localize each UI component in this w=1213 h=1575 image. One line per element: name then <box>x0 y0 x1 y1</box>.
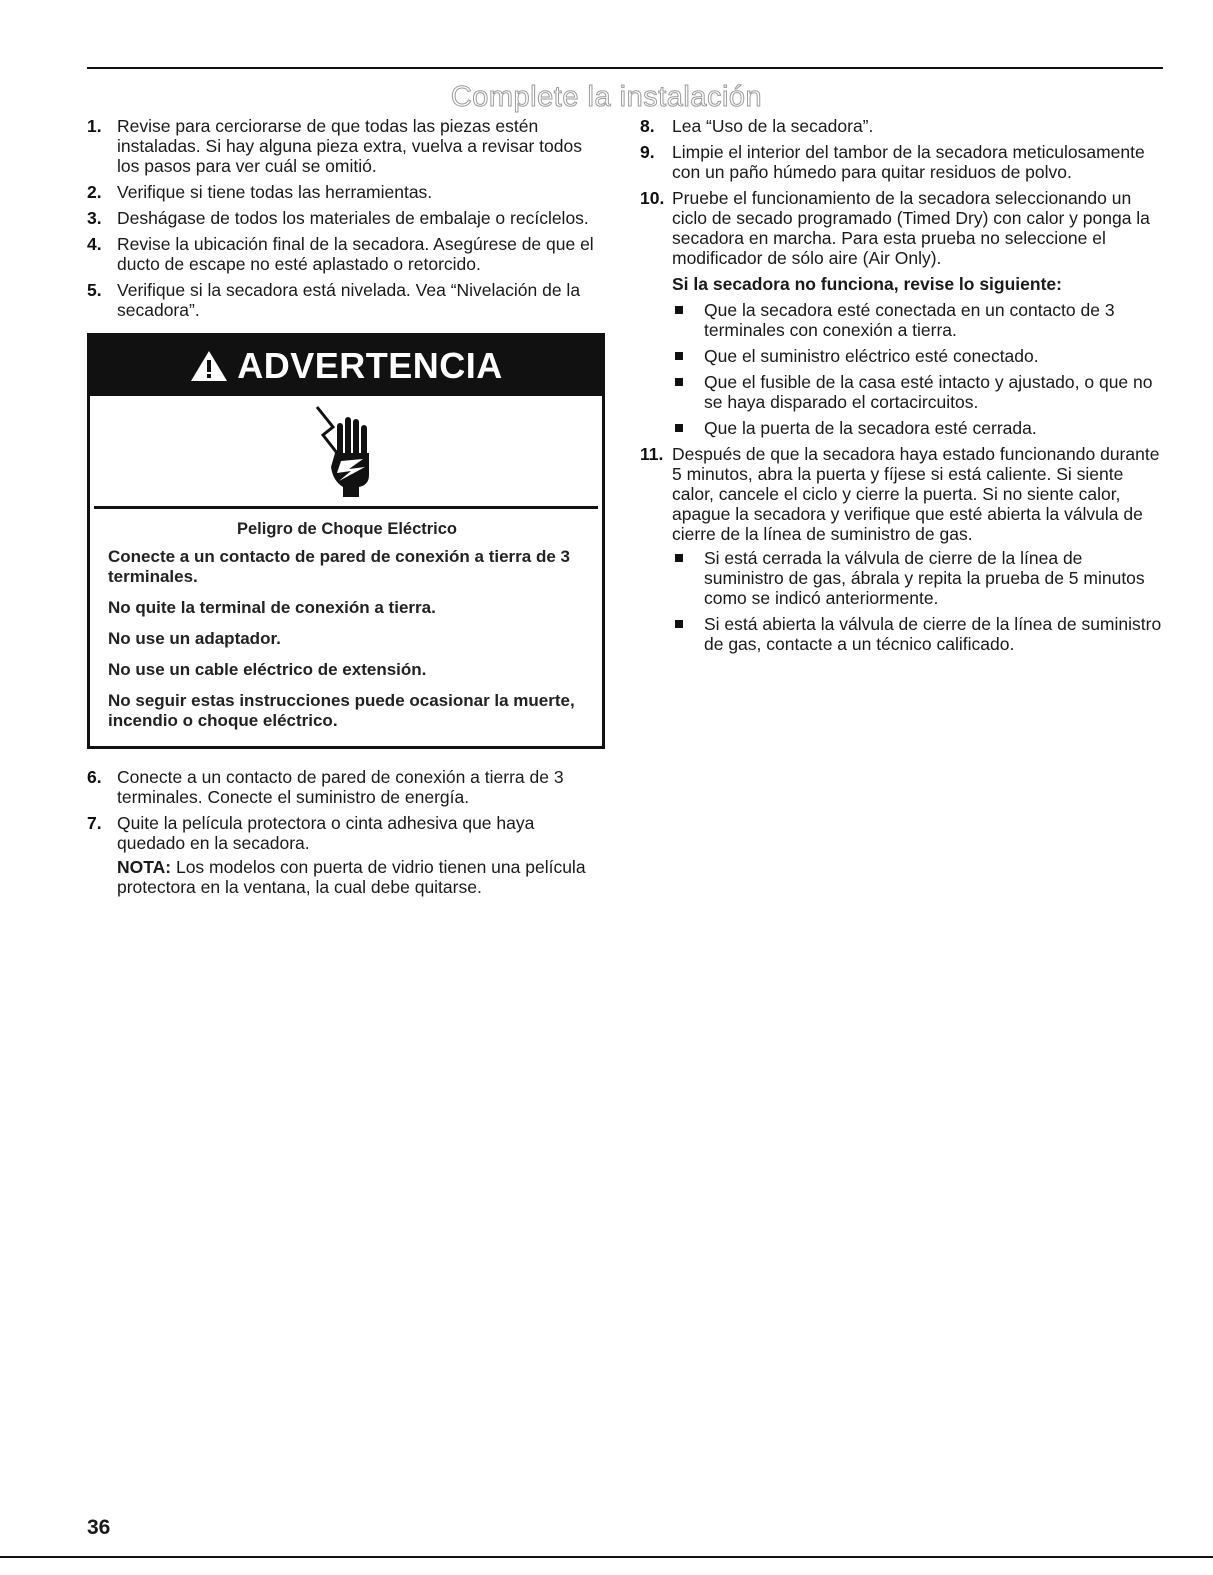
step-item <box>640 188 1165 438</box>
check-heading: Si la secadora no funciona, revise lo siguiente: <box>672 274 1062 294</box>
warning-line: No use un adaptador. <box>108 629 281 648</box>
steps-list-3 <box>640 116 1165 654</box>
warning-line: No quite la terminal de conexión a tierra. <box>108 598 436 617</box>
bullet-text: Que la secadora esté conectada en un contacto de 3 terminales con conexión a tierra. <box>704 300 1115 340</box>
bullet-text: Que el fusible de la casa esté intacto y ajustado, o que no se haya disparado el cortacircuitos. <box>704 372 1153 412</box>
note <box>117 857 607 897</box>
bullet-square-icon <box>675 306 683 314</box>
step-item <box>87 767 607 807</box>
step-text: Revise la ubicación final de la secadora. Asegúrese de que el ducto de escape no esté aplastado o retorcido. <box>117 234 594 274</box>
step-item <box>87 280 607 320</box>
step-item <box>640 116 1165 136</box>
steps-list-2 <box>87 767 607 897</box>
warning-header-text: ADVERTENCIA <box>237 345 503 386</box>
bullet-square-icon <box>675 352 683 360</box>
warning-line: No use un cable eléctrico de extensión. <box>108 660 427 679</box>
hazard-title: Peligro de Choque Eléctrico <box>236 520 458 538</box>
bullet-item <box>672 372 1165 412</box>
step-number: 2. <box>87 182 102 202</box>
step-text: Verifique si tiene todas las herramientas. <box>117 182 433 202</box>
step-text: Quite la película protectora o cinta adhesiva que haya quedado en la secadora. <box>117 813 535 853</box>
step-text: Lea “Uso de la secadora”. <box>672 116 874 136</box>
warning-body <box>90 509 602 731</box>
step-number: 3. <box>87 208 102 228</box>
warning-line: No seguir estas instrucciones puede ocasionar la muerte, incendio o choque eléctrico. <box>108 691 575 730</box>
top-rule <box>87 67 1163 69</box>
bullet-square-icon <box>675 554 683 562</box>
step-item <box>87 116 607 176</box>
page-number: 36 <box>87 1516 111 1539</box>
step-number: 1. <box>87 116 102 136</box>
step-text: Limpie el interior del tambor de la secadora meticulosamente con un paño húmedo para quitar residuos de polvo. <box>672 142 1145 182</box>
left-column <box>87 116 607 326</box>
warning-header <box>90 336 602 396</box>
step-text: Conecte a un contacto de pared de conexión a tierra de 3 terminales. Conecte el suministro de energía. <box>117 767 564 807</box>
bullet-item <box>672 418 1165 438</box>
bullet-item <box>672 548 1165 608</box>
warning-box <box>87 333 605 749</box>
step-text: Revise para cerciorarse de que todas las piezas estén instaladas. Si hay alguna pieza extra, vuelva a revisar todos los pasos para ver cuál se omitió. <box>117 116 582 176</box>
step-item <box>87 182 607 202</box>
step-text: Verifique si la secadora está nivelada. Vea “Nivelación de la secadora”. <box>117 280 581 320</box>
bullet-item <box>672 614 1165 654</box>
check-bullets <box>672 300 1165 438</box>
step-text: Después de que la secadora haya estado funcionando durante 5 minutos, abra la puerta y fíjese si está caliente. Si siente calor, cancele el ciclo y cierre la puerta. Si no siente calor, apague la secadora y verifique que esté abierta la válvula de cierre de la línea de suministro de gas. <box>672 444 1160 544</box>
note-text: Los modelos con puerta de vidrio tienen una película protectora en la ventana, la cual debe quitarse. <box>117 857 586 897</box>
step-text: Pruebe el funcionamiento de la secadora seleccionando un ciclo de secado programado (Timed Dry) con calor y ponga la secadora en marcha. Para esta prueba no seleccione el modificador de sólo aire (Air Only). <box>672 188 1150 268</box>
step-item <box>87 234 607 274</box>
left-column-lower <box>87 767 607 903</box>
steps-list-1 <box>87 116 607 320</box>
right-column <box>640 116 1165 660</box>
warning-triangle-icon <box>189 349 229 383</box>
step-number: 5. <box>87 280 102 300</box>
step-number: 10. <box>640 188 665 208</box>
bullet-text: Si está cerrada la válvula de cierre de la línea de suministro de gas, ábrala y repita la prueba de 5 minutos como se indicó anteriormente. <box>704 548 1145 608</box>
bullet-square-icon <box>675 378 683 386</box>
bullet-square-icon <box>675 424 683 432</box>
step-number: 6. <box>87 767 102 787</box>
step-number: 4. <box>87 234 102 254</box>
warning-line: Conecte a un contacto de pared de conexión a tierra de 3 terminales. <box>108 547 570 586</box>
bullet-text: Que la puerta de la secadora esté cerrada. <box>704 418 1037 438</box>
step-item <box>640 142 1165 182</box>
bullet-item <box>672 300 1165 340</box>
electrical-shock-hand-icon <box>311 401 381 501</box>
bullet-item <box>672 346 1165 366</box>
bullet-square-icon <box>675 620 683 628</box>
step-number: 7. <box>87 813 102 833</box>
note-label: NOTA: <box>117 857 172 877</box>
warning-icon-area <box>94 396 598 509</box>
step-text: Deshágase de todos los materiales de embalaje o recíclelos. <box>117 208 589 228</box>
step-item <box>640 444 1165 654</box>
step-number: 8. <box>640 116 655 136</box>
step-number: 9. <box>640 142 655 162</box>
page-title: Complete la instalación <box>450 81 763 113</box>
step11-bullets <box>672 548 1165 654</box>
step-number: 11. <box>640 444 664 464</box>
step-item <box>87 208 607 228</box>
bullet-text: Que el suministro eléctrico esté conectado. <box>704 346 1039 366</box>
step-item <box>87 813 607 897</box>
bullet-text: Si está abierta la válvula de cierre de la línea de suministro de gas, contacte a un técnico calificado. <box>704 614 1162 654</box>
bottom-rule <box>0 1556 1213 1558</box>
